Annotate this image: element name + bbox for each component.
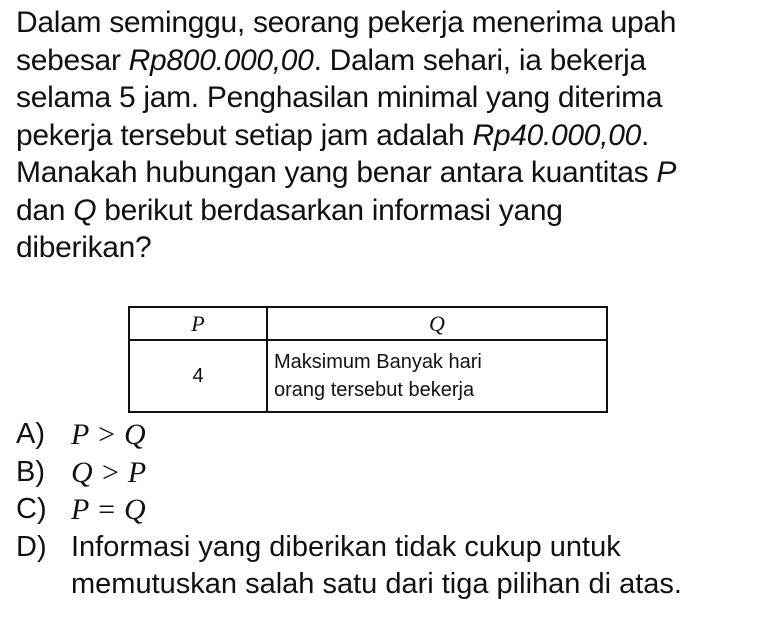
quantity-table (128, 306, 608, 413)
option-b[interactable] (16, 454, 768, 492)
option-a-letter: A) (16, 418, 45, 450)
option-a[interactable] (16, 416, 768, 454)
variable-q: Q (73, 193, 97, 227)
option-b-letter: B) (16, 455, 45, 488)
question-line-6-end: berikut berdasarkan informasi yang (96, 193, 563, 227)
table-cell-p: 4 (129, 340, 267, 412)
table-cell-q-line-1: Maksimum Banyak hari (274, 351, 482, 373)
option-d[interactable] (16, 529, 768, 604)
option-c-text: P = Q (71, 493, 146, 526)
option-d-letter: D) (16, 530, 47, 563)
table-header-p: P (129, 307, 267, 340)
question-line-5 (16, 154, 768, 192)
option-d-text: Informasi yang diberikan tidak cukup untuk memutuskan salah satu dari tiga pilihan di atas. (71, 530, 682, 600)
question-line-6-start: dan (16, 193, 74, 227)
option-b-text: Q > P (71, 455, 147, 489)
question-line-3: selama 5 jam. Penghasilan minimal yang diterima (16, 81, 663, 114)
hourly-wage: Rp40.000,00 (472, 118, 641, 152)
question-line-4-start: pekerja tersebut setiap jam adalah (16, 118, 473, 152)
table-cell-q (267, 340, 607, 412)
question-line-5-start: Manakah hubungan yang benar antara kuantitas (16, 156, 657, 189)
option-a-text: P > Q (71, 418, 146, 451)
table-header-q: Q (267, 307, 607, 340)
variable-p: P (656, 156, 677, 189)
question-line-7: diberikan? (16, 231, 152, 264)
table-row (129, 340, 607, 412)
question-line-4-end: . (640, 118, 650, 152)
question-line-6 (16, 192, 768, 230)
table-header-row (129, 307, 607, 340)
question-line-1: Dalam seminggu, seorang pekerja menerima upah (16, 6, 677, 39)
question-line-2-start: sebesar (16, 43, 129, 77)
option-c-letter: C) (16, 493, 47, 525)
answer-options (16, 416, 768, 604)
table-cell-q-line-2: orang tersebut bekerja (274, 379, 475, 401)
question-line-4 (16, 117, 768, 155)
option-c[interactable] (16, 491, 768, 529)
weekly-wage: Rp800.000,00 (128, 43, 314, 77)
question-line-2 (16, 42, 768, 80)
question-text (16, 4, 768, 267)
question-line-2-end: . Dalam sehari, ia bekerja (313, 43, 646, 77)
